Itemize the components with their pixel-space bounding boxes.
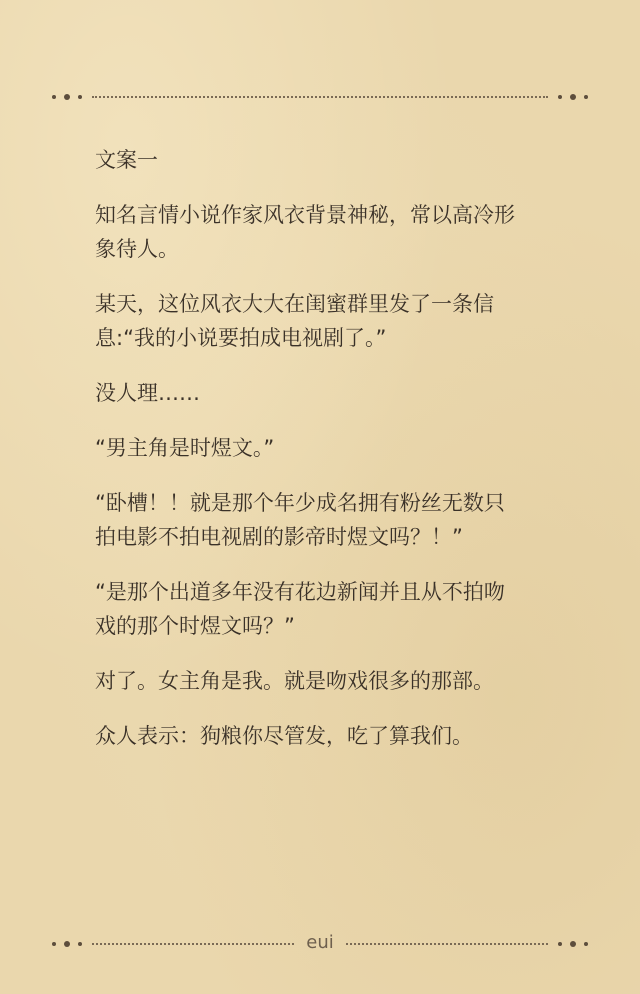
- bottom-divider: [52, 932, 588, 953]
- divider-dot: [64, 94, 70, 100]
- dotted-line: [346, 943, 548, 945]
- divider-dot: [52, 95, 56, 99]
- divider-dot: [78, 95, 82, 99]
- divider-dot: [570, 941, 576, 947]
- paragraph: 对了。女主角是我。就是吻戏很多的那部。: [95, 669, 494, 693]
- divider-dot: [584, 95, 588, 99]
- paragraph: “男主角是时煜文。”: [95, 436, 275, 460]
- section-heading: 文案一: [95, 148, 158, 172]
- paragraph: 知名言情小说作家风衣背景神秘，常以高冷形 象待人。: [95, 203, 515, 261]
- footer-logo: eui: [306, 932, 334, 953]
- top-divider: [52, 91, 588, 103]
- paragraph: “是那个出道多年没有花边新闻并且从不拍吻 戏的那个时煜文吗？”: [95, 580, 505, 638]
- paragraph: 众人表示：狗粮你尽管发，吃了算我们。: [95, 724, 473, 748]
- divider-dot: [558, 95, 562, 99]
- divider-dot: [558, 942, 562, 946]
- paragraph: 某天，这位风衣大大在闺蜜群里发了一条信 息:“我的小说要拍成电视剧了。”: [95, 292, 494, 350]
- dotted-line: [92, 96, 548, 98]
- divider-dot: [584, 942, 588, 946]
- divider-dot: [78, 942, 82, 946]
- paragraph: 没人理……: [95, 381, 200, 405]
- dotted-line: [92, 943, 294, 945]
- divider-dot: [64, 941, 70, 947]
- divider-dot: [570, 94, 576, 100]
- divider-dot: [52, 942, 56, 946]
- article-body: [95, 143, 555, 774]
- paragraph: “卧槽！！就是那个年少成名拥有粉丝无数只 拍电影不拍电视剧的影帝时煜文吗？！”: [95, 491, 505, 549]
